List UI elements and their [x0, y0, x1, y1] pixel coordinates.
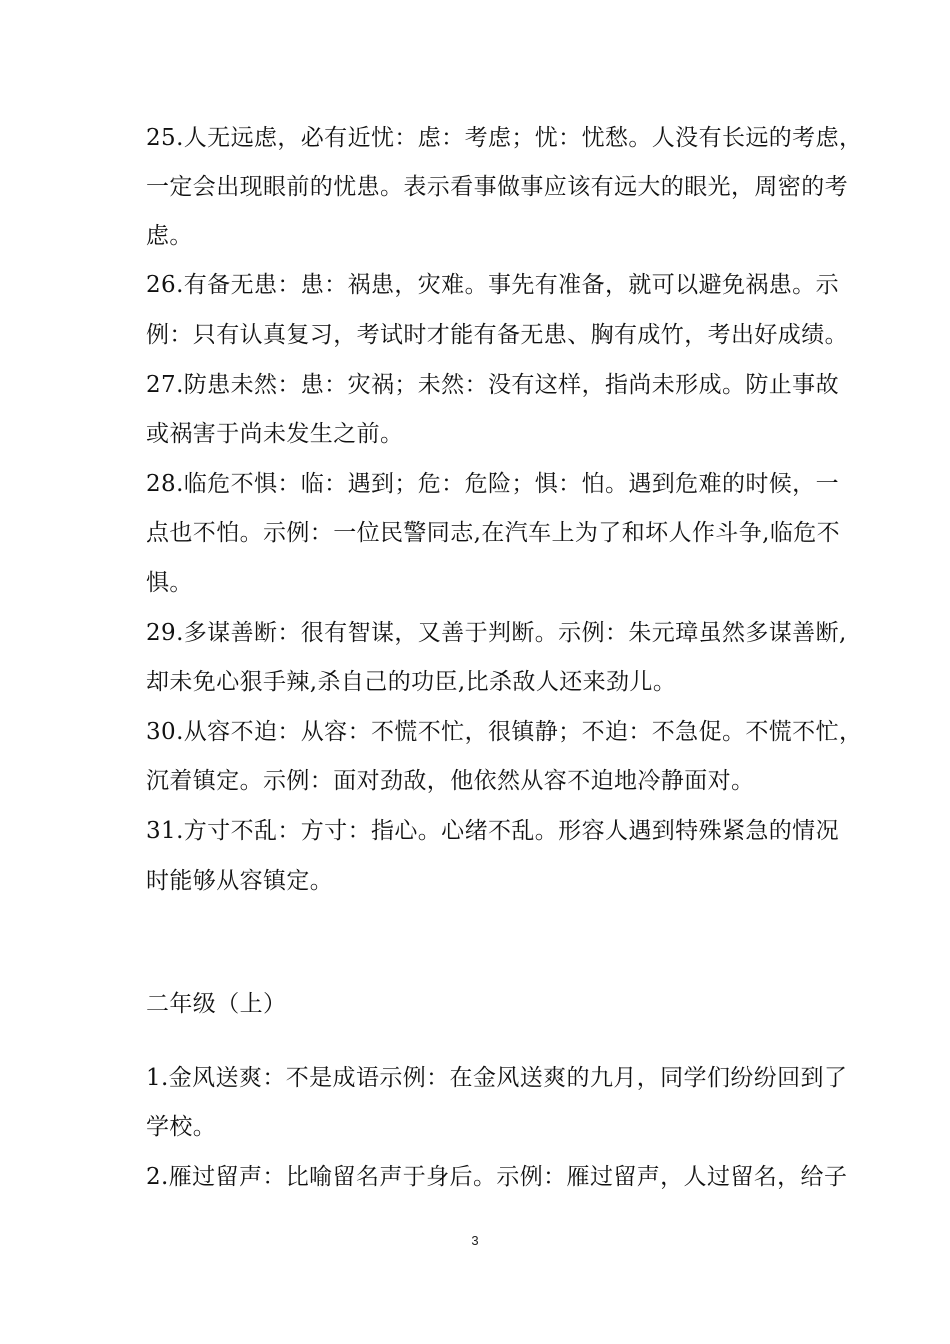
text-line: 2.雁过留声：比喻留名声于身后。示例：雁过留声，人过留名，给子 — [146, 1164, 848, 1190]
text-line: 沉着镇定。示例：面对劲敌，他依然从容不迫地冷静面对。 — [146, 768, 755, 794]
text-line: 26.有备无患：患：祸患，灾难。事先有准备，就可以避免祸患。示 — [146, 272, 839, 298]
text-line: 29.多谋善断：很有智谋，又善于判断。示例：朱元璋虽然多谋善断, — [146, 620, 847, 646]
text-line: 25.人无远虑，必有近忧：虑：考虑；忧：忧愁。人没有长远的考虑， — [146, 125, 863, 151]
text-line: 27.防患未然：患：灾祸；未然：没有这样，指尚未形成。防止事故 — [146, 372, 839, 398]
text-line: 虑。 — [146, 223, 193, 249]
text-line: 惧。 — [146, 570, 193, 596]
text-line: 却未免心狠手辣,杀自己的功臣,比杀敌人还来劲儿。 — [146, 669, 677, 695]
page-number: 3 — [471, 1233, 479, 1248]
text-line: 或祸害于尚未发生之前。 — [146, 421, 404, 447]
text-line: 28.临危不惧：临：遇到；危：危险；惧：怕。遇到危难的时候，一 — [146, 471, 839, 497]
text-line: 31.方寸不乱：方寸：指心。心绪不乱。形容人遇到特殊紧急的情况 — [146, 818, 839, 844]
text-line: 30.从容不迫：从容：不慌不忙，很镇静；不迫：不急促。不慌不忙， — [146, 719, 863, 745]
section-heading: 二年级（上） — [146, 991, 287, 1017]
text-line: 学校。 — [146, 1114, 217, 1140]
text-line: 一定会出现眼前的忧患。表示看事做事应该有远大的眼光，周密的考 — [146, 174, 848, 200]
text-line: 1.金风送爽：不是成语示例：在金风送爽的九月，同学们纷纷回到了 — [146, 1065, 848, 1091]
text-line: 时能够从容镇定。 — [146, 868, 334, 894]
text-line: 点也不怕。示例：一位民警同志,在汽车上为了和坏人作斗争,临危不 — [146, 520, 841, 546]
text-line: 例：只有认真复习，考试时才能有备无患、胸有成竹，考出好成绩。 — [146, 322, 848, 348]
